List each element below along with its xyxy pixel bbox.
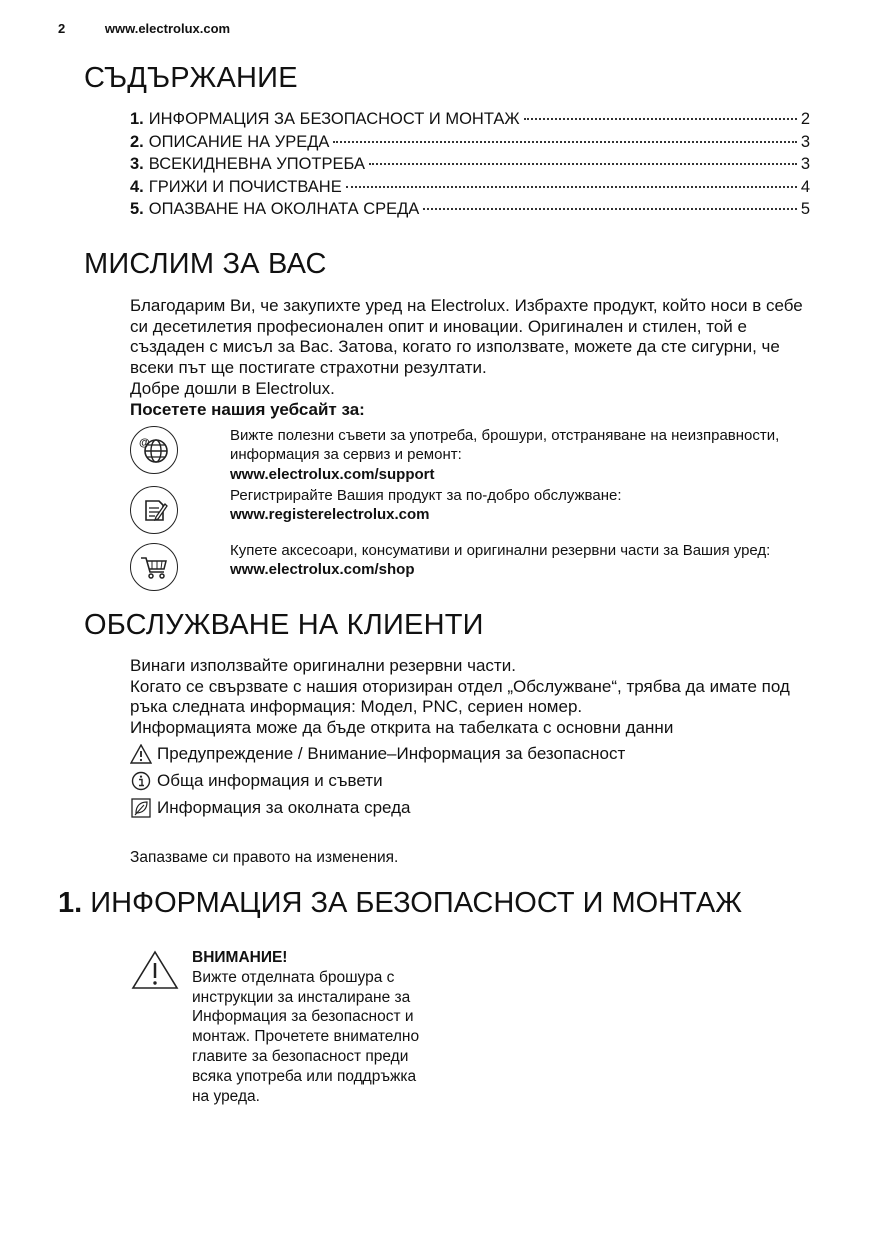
- toc-item[interactable]: [130, 200, 810, 223]
- web-item-description: Купете аксесоари, консумативи и оригинални резервни части за Вашия уред:: [230, 542, 771, 559]
- toc-item-number: 5.: [130, 200, 144, 219]
- warning-title: ВНИМАНИЕ!: [192, 949, 288, 966]
- web-item-text: [230, 486, 790, 525]
- support-link[interactable]: www.electrolux.com/support: [230, 465, 435, 483]
- symbol-info-row: [130, 770, 383, 792]
- web-item-register: [130, 486, 810, 534]
- symbol-label: Предупреждение / Внимание–Информация за безопасност: [157, 744, 626, 763]
- shop-link[interactable]: www.electrolux.com/shop: [230, 561, 415, 579]
- toc-item[interactable]: [130, 110, 810, 133]
- toc-item-number: 1.: [130, 110, 144, 128]
- toc-dots: [524, 118, 797, 120]
- symbol-label: Обща информация и съвети: [157, 771, 383, 790]
- cart-icon: [130, 543, 178, 591]
- header-url[interactable]: www.electrolux.com: [104, 21, 231, 36]
- toc-title: СЪДЪРЖАНИЕ: [84, 62, 298, 94]
- welcome-line: Добре дошли в Electrolux.: [130, 378, 335, 398]
- toc-item-number: 3.: [130, 155, 144, 174]
- thinking-body: [130, 296, 820, 420]
- thinking-title: МИСЛИМ ЗА ВАС: [84, 248, 327, 280]
- svg-text:@: @: [139, 437, 150, 449]
- warning-icon: [130, 950, 180, 995]
- toc-item-label: ИНФОРМАЦИЯ ЗА БЕЗОПАСНОСТ И МОНТАЖ: [148, 110, 520, 128]
- toc-item-page: 4: [800, 177, 810, 196]
- symbol-environment-row: [130, 797, 411, 819]
- info-icon: [130, 770, 152, 792]
- thinking-paragraph: Благодарим Ви, че закупихте уред на Electrolux. Избрахте продукт, който носи в себе си десетилетия професионален опит и иновации. Оригинален и стилен, той е създаден с мисъл за Вас. Затова, когато го използвате, можете да сте сигурни, че всеки път ще постигате страхотни резултати.: [130, 296, 803, 378]
- toc-item-label: ВСЕКИДНЕВНА УПОТРЕБА: [148, 155, 365, 174]
- web-item-description: Регистрирайте Вашия продукт за по-добро обслужване:: [230, 487, 622, 504]
- section-number: 1.: [58, 887, 83, 919]
- web-item-support: [130, 426, 810, 483]
- web-item-shop: [130, 543, 810, 591]
- toc-item-number: 2.: [130, 132, 144, 151]
- toc-item[interactable]: [130, 133, 810, 156]
- section-1-title: [58, 887, 742, 920]
- globe-icon: [130, 426, 178, 474]
- web-item-text: [230, 541, 790, 580]
- visit-website-label: Посетете нашия уебсайт за:: [130, 399, 365, 419]
- toc-dots: [333, 141, 796, 143]
- web-item-description: Вижте полезни съвети за употреба, брошури, отстраняване на неизправности, информация за сервиз и ремонт:: [230, 427, 780, 464]
- register-link[interactable]: www.registerelectrolux.com: [230, 506, 430, 524]
- toc-dots: [369, 163, 797, 165]
- service-paragraph-1: Винаги използвайте оригинални резервни части.: [130, 656, 516, 675]
- table-of-contents: [130, 110, 810, 223]
- symbol-label: Информация за околната среда: [157, 798, 411, 817]
- toc-dots: [423, 208, 796, 210]
- warning-icon: [130, 743, 152, 765]
- safety-warning: [192, 948, 432, 1106]
- service-body: [130, 656, 790, 739]
- leaf-icon: [130, 797, 152, 819]
- toc-item-page: 5: [800, 200, 810, 219]
- toc-item-page: 3: [800, 155, 810, 174]
- symbol-warning-row: [130, 743, 625, 765]
- toc-dots: [346, 186, 797, 188]
- reserve-note: Запазваме си правото на изменения.: [130, 849, 399, 866]
- register-icon: [130, 486, 178, 534]
- toc-item-label: ГРИЖИ И ПОЧИСТВАНЕ: [148, 177, 342, 196]
- section-title: ИНФОРМАЦИЯ ЗА БЕЗОПАСНОСТ И МОНТАЖ: [90, 887, 743, 919]
- service-paragraph-2: Когато се свързвате с нашия оторизиран отдел „Обслужване“, трябва да имате под ръка следната информация: Модел, PNC, сериен номер.: [130, 676, 790, 717]
- toc-item-page: 2: [800, 110, 810, 128]
- service-paragraph-3: Информацията може да бъде открита на табелката с основни данни: [130, 718, 674, 738]
- page-header: [58, 21, 230, 36]
- service-title: ОБСЛУЖВАНЕ НА КЛИЕНТИ: [84, 609, 484, 641]
- toc-item-number: 4.: [130, 177, 144, 196]
- page-number: 2: [58, 21, 66, 36]
- warning-body: Вижте отделната брошура с инструкции за инсталиране за Информация за безопасност и монтаж. Прочетете внимателно главите за безопасност преди всяка употреба или поддръжка на уреда.: [192, 968, 420, 1105]
- toc-item-label: ОПИСАНИЕ НА УРЕДА: [148, 132, 330, 151]
- toc-item-page: 3: [800, 132, 810, 151]
- toc-item-label: ОПАЗВАНЕ НА ОКОЛНАТА СРЕДА: [148, 200, 420, 219]
- toc-item[interactable]: [130, 178, 810, 201]
- toc-item[interactable]: [130, 155, 810, 178]
- web-item-text: [230, 426, 790, 484]
